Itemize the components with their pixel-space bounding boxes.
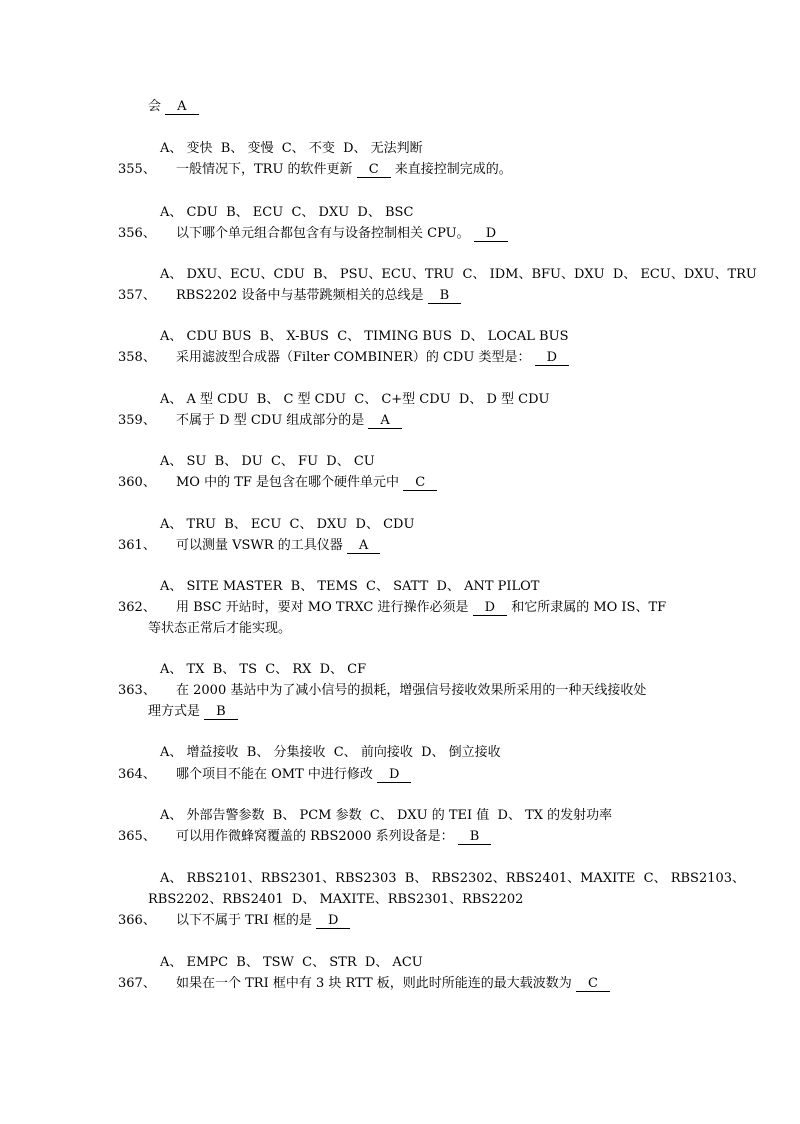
question-367: 367、 如果在一个 TRI 框中有 3 块 RTT 板，则此时所能连的最大载波数为 C: [118, 975, 610, 993]
options-365-line2: RBS2202、RBS2401 D、 MAXITE、RBS2301、RBS2202: [148, 892, 524, 907]
question-365: 365、 可以用作微蜂窝覆盖的 RBS2000 系列设备是： B: [118, 828, 491, 846]
answer-blank: C: [357, 162, 391, 178]
options-365: A、 RBS2101、RBS2301、RBS2303 B、 RBS2302、RBS2401、MAXITE C、 RBS2103、: [160, 871, 746, 886]
answer-blank: B: [204, 704, 238, 720]
question-363: 363、 在 2000 基站中为了减小信号的损耗，增强信号接收效果所采用的一种天线接收处: [118, 683, 647, 698]
answer-blank: B: [458, 829, 492, 845]
options-357: A、 CDU BUS B、 X-BUS C、 TIMING BUS D、 LOCAL BUS: [160, 329, 569, 344]
options-363: A、 增益接收 B、 分集接收 C、 前向接收 D、 倒立接收: [160, 745, 501, 760]
options-355: A、 CDU B、 ECU C、 DXU D、 BSC: [160, 205, 414, 220]
answer-blank: A: [368, 413, 401, 429]
options-362: A、 TX B、 TS C、 RX D、 CF: [160, 662, 367, 677]
options-356: A、 DXU、ECU、CDU B、 PSU、ECU、TRU C、 IDM、BFU、DXU D、 ECU、DXU、TRU: [160, 267, 757, 282]
answer-blank: C: [576, 976, 610, 992]
answer-blank: D: [473, 600, 507, 616]
question-361: 361、 可以测量 VSWR 的工具仪器 A: [118, 537, 380, 555]
answer-blank: A: [165, 99, 198, 115]
options-361: A、 SITE MASTER B、 TEMS C、 SATT D、 ANT PILOT: [160, 579, 540, 594]
question-362-line2: 等状态正常后才能实现。: [148, 621, 292, 636]
question-355: 355、 一般情况下，TRU 的软件更新 C 来直接控制完成的。: [118, 162, 512, 177]
question-366: 366、 以下不属于 TRI 框的是 D: [118, 912, 350, 930]
question-362: 362、 用 BSC 开站时，要对 MO TRXC 进行操作必须是 D 和它所隶属的 MO IS、TF: [118, 600, 667, 615]
options-366: A、 EMPC B、 TSW C、 STR D、 ACU: [160, 955, 423, 970]
options-358: A、 A 型 CDU B、 C 型 CDU C、 C+型 CDU D、 D 型 CDU: [160, 392, 550, 407]
answer-blank: D: [377, 767, 411, 783]
options-360: A、 TRU B、 ECU C、 DXU D、 CDU: [160, 517, 415, 532]
answer-blank: D: [535, 350, 569, 366]
answer-blank: B: [428, 288, 462, 304]
question-line: 会 A: [148, 98, 199, 116]
options-line: A、 变快 B、 变慢 C、 不变 D、 无法判断: [160, 141, 423, 156]
options-359: A、 SU B、 DU C、 FU D、 CU: [160, 454, 375, 469]
answer-blank: D: [316, 913, 350, 929]
options-364: A、 外部告警参数 B、 PCM 参数 C、 DXU 的 TEI 值 D、 TX 的发射功率: [160, 808, 613, 823]
question-358: 358、 采用滤波型合成器（Filter COMBINER）的 CDU 类型是： D: [118, 349, 569, 367]
question-356: 356、 以下哪个单元组合都包含有与设备控制相关 CPU。 D: [118, 225, 508, 243]
question-363-line2: 理方式是 B: [148, 703, 238, 721]
question-360: 360、 MO 中的 TF 是包含在哪个硬件单元中 C: [118, 474, 437, 492]
answer-blank: D: [474, 226, 508, 242]
answer-blank: A: [347, 538, 380, 554]
question-359: 359、 不属于 D 型 CDU 组成部分的是 A: [118, 412, 402, 430]
question-364: 364、 哪个项目不能在 OMT 中进行修改 D: [118, 766, 411, 784]
answer-blank: C: [403, 475, 437, 491]
question-357: 357、 RBS2202 设备中与基带跳频相关的总线是 B: [118, 287, 461, 305]
